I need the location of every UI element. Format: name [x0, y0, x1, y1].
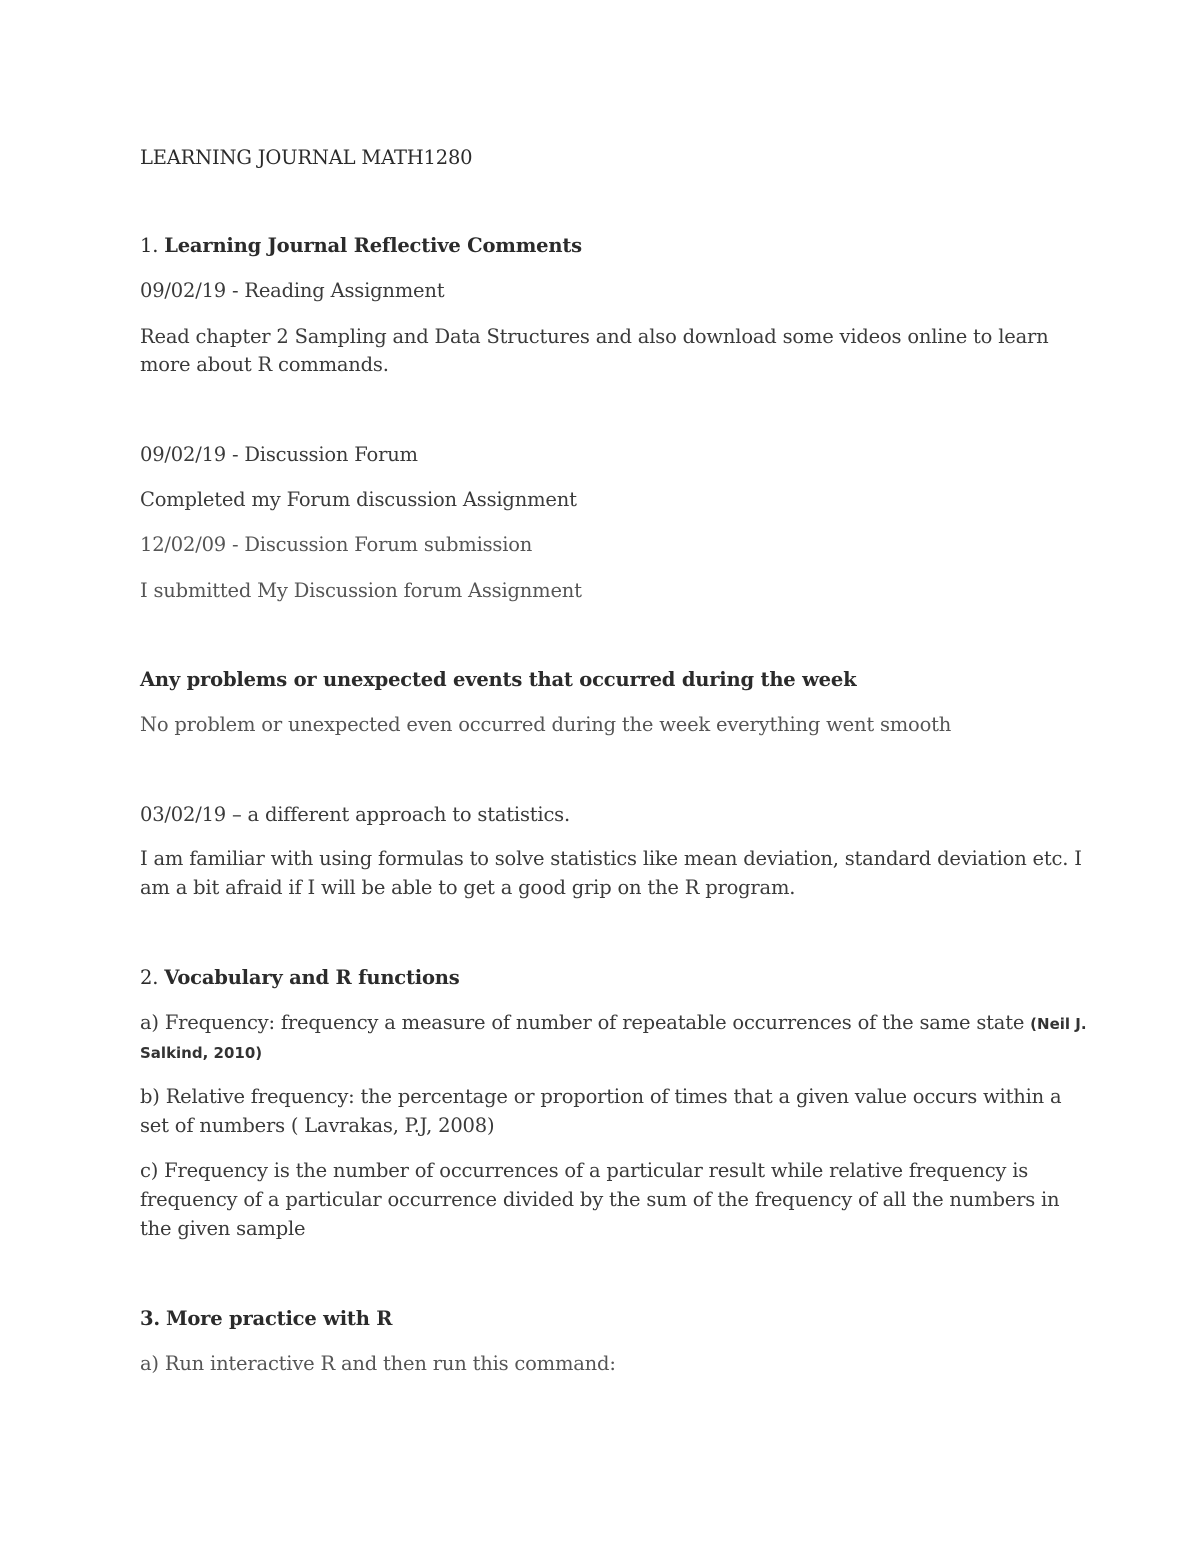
approach-body-line2: am a bit afraid if I will be able to get a good grip on the R program. [140, 876, 796, 899]
problems-body: No problem or unexpected even occurred during the week everything went smooth [140, 713, 952, 736]
entry-forum-submission-title: 12/02/09 - Discussion Forum submission [140, 533, 533, 556]
vocab-item-b-line2: set of numbers ( Lavrakas, P.J, 2008) [140, 1114, 495, 1137]
entry-discussion-forum-title: 09/02/19 - Discussion Forum [140, 443, 418, 466]
entry-reading-assignment-body-line2: more about R commands. [140, 353, 389, 376]
approach-body-line1: I am familiar with using formulas to solve statistics like mean deviation, standard deviation etc. I [140, 847, 1082, 870]
vocab-item-a-line2 [140, 1037, 1060, 1068]
entry-discussion-forum-body: Completed my Forum discussion Assignment [140, 488, 577, 511]
section-1-number: 1. [140, 234, 159, 257]
problems-heading [140, 665, 1060, 694]
document-title: LEARNING JOURNAL MATH1280 [140, 146, 473, 169]
entry-reading-assignment-body-line1: Read chapter 2 Sampling and Data Structures and also download some videos online to learn [140, 325, 1049, 348]
section-2-number: 2. [140, 966, 159, 989]
vocab-item-c-line1: c) Frequency is the number of occurrences of a particular result while relative frequency is [140, 1159, 1029, 1182]
vocab-item-c-line3: the given sample [140, 1217, 306, 1240]
problems-heading-text: Any problems or unexpected events that occurred during the week [140, 668, 857, 691]
vocab-item-a-citation-part1: (Neil J. [1030, 1015, 1087, 1033]
section-1-title: Learning Journal Reflective Comments [164, 234, 582, 257]
vocab-item-a-line1 [140, 1008, 1087, 1039]
section-3-number: 3. [140, 1307, 160, 1330]
vocab-item-c-line2: frequency of a particular occurrence divided by the sum of the frequency of all the numbers in [140, 1188, 1060, 1211]
section-2-title: Vocabulary and R functions [164, 966, 460, 989]
approach-title: 03/02/19 – a different approach to statistics. [140, 803, 570, 826]
entry-forum-submission-body: I submitted My Discussion forum Assignment [140, 579, 582, 602]
vocab-item-b-line1: b) Relative frequency: the percentage or proportion of times that a given value occurs within a [140, 1085, 1062, 1108]
vocab-item-a-text: a) Frequency: frequency a measure of number of repeatable occurrences of the same state [140, 1011, 1025, 1034]
section-2-heading [140, 963, 1060, 992]
section-3-title: More practice with R [165, 1307, 393, 1330]
vocab-item-a-citation-part2: Salkind, 2010) [140, 1044, 263, 1062]
practice-item-a: a) Run interactive R and then run this command: [140, 1352, 616, 1375]
entry-reading-assignment-title: 09/02/19 - Reading Assignment [140, 279, 445, 302]
section-1-heading [140, 231, 1060, 260]
section-3-heading [140, 1304, 1060, 1333]
